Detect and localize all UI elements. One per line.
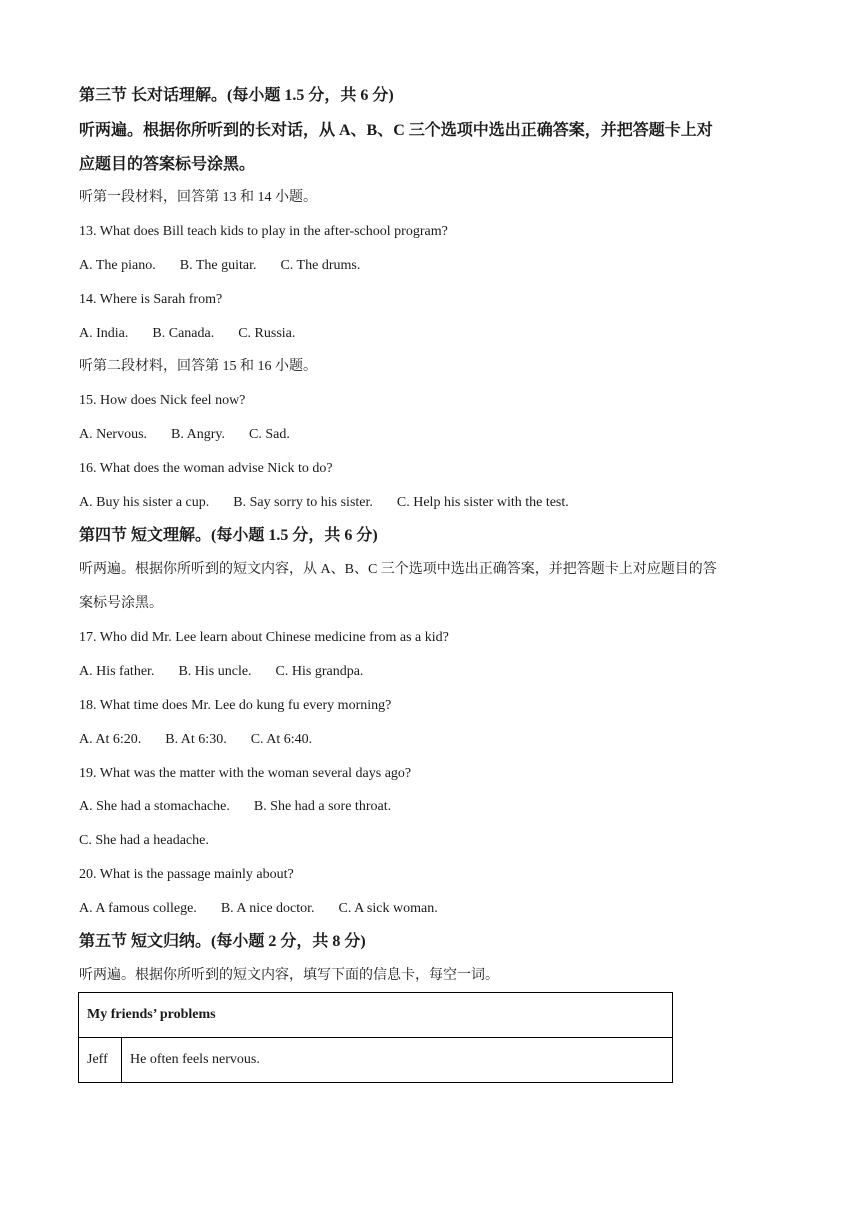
question-17: 17. Who did Mr. Lee learn about Chinese medicine from as a kid? [79,630,449,645]
option-b: B. His uncle. [178,664,252,679]
material2-intro: 听第二段材料，回答第 15 和 16 小题。 [79,359,317,374]
question-16: 16. What does the woman advise Nick to do? [79,461,333,476]
question-19: 19. What was the matter with the woman several days ago? [79,766,412,781]
option-b: B. The guitar. [179,258,257,273]
option-c: C. Russia. [238,326,296,341]
material1-intro: 听第一段材料，回答第 13 和 14 小题。 [79,190,317,205]
option-b: B. Canada. [152,326,215,341]
section3-instruction-2: 应题目的答案标号涂黑。 [79,156,256,173]
question-18-options [79,730,312,750]
option-c: C. The drums. [280,258,361,273]
table-header: My friends’ problems [79,993,673,1038]
option-c: C. His grandpa. [275,664,364,679]
friend-name: Jeff [79,1038,122,1083]
question-20: 20. What is the passage mainly about? [79,867,294,882]
option-b: B. At 6:30. [165,732,227,747]
option-c: C. A sick woman. [338,901,438,916]
question-19-option-c: C. She had a headache. [79,833,209,848]
option-a: A. Nervous. [79,427,148,442]
option-b: B. Angry. [171,427,225,442]
question-19-options [79,797,391,817]
section3-instruction-1: 听两遍。根据你所听到的长对话，从 A、B、C 三个选项中选出正确答案，并把答题卡上对 [79,122,713,139]
section3-heading: 第三节 长对话理解。(每小题 1.5 分，共 6 分) [79,87,394,104]
section5-heading: 第五节 短文归纳。(每小题 2 分，共 8 分) [79,933,366,950]
table-header-row [79,993,673,1038]
option-a: A. His father. [79,664,155,679]
question-15: 15. How does Nick feel now? [79,393,246,408]
question-14-options [79,324,295,344]
section5-instruction: 听两遍。根据你所听到的短文内容，填写下面的信息卡，每空一词。 [79,968,499,983]
option-a: A. Buy his sister a cup. [79,495,210,510]
option-c: C. At 6:40. [250,732,313,747]
section4-heading: 第四节 短文理解。(每小题 1.5 分，共 6 分) [79,527,378,544]
friend-problem: He often feels nervous. [122,1038,673,1083]
option-b: B. A nice doctor. [220,901,315,916]
question-13: 13. What does Bill teach kids to play in the after-school program? [79,224,448,239]
option-a: A. India. [79,326,129,341]
option-a: A. She had a stomachache. [79,799,230,814]
option-b: B. Say sorry to his sister. [233,495,373,510]
option-b: B. She had a sore throat. [253,799,392,814]
option-c: C. Sad. [248,427,290,442]
question-13-options [79,256,360,276]
question-15-options [79,425,290,445]
question-18: 18. What time does Mr. Lee do kung fu every morning? [79,698,392,713]
question-16-options [79,493,569,513]
section4-instruction-1: 听两遍。根据你所听到的短文内容，从 A、B、C 三个选项中选出正确答案，并把答题卡上对应题目的答 [79,562,717,577]
question-14: 14. Where is Sarah from? [79,292,223,307]
info-card-table [78,992,673,1083]
option-c: C. Help his sister with the test. [396,495,569,510]
option-a: A. A famous college. [79,901,197,916]
question-17-options [79,662,363,682]
question-20-options [79,899,438,919]
section4-instruction-2: 案标号涂黑。 [79,596,163,611]
table-row [79,1038,673,1083]
option-a: A. At 6:20. [79,732,142,747]
option-a: A. The piano. [79,258,156,273]
